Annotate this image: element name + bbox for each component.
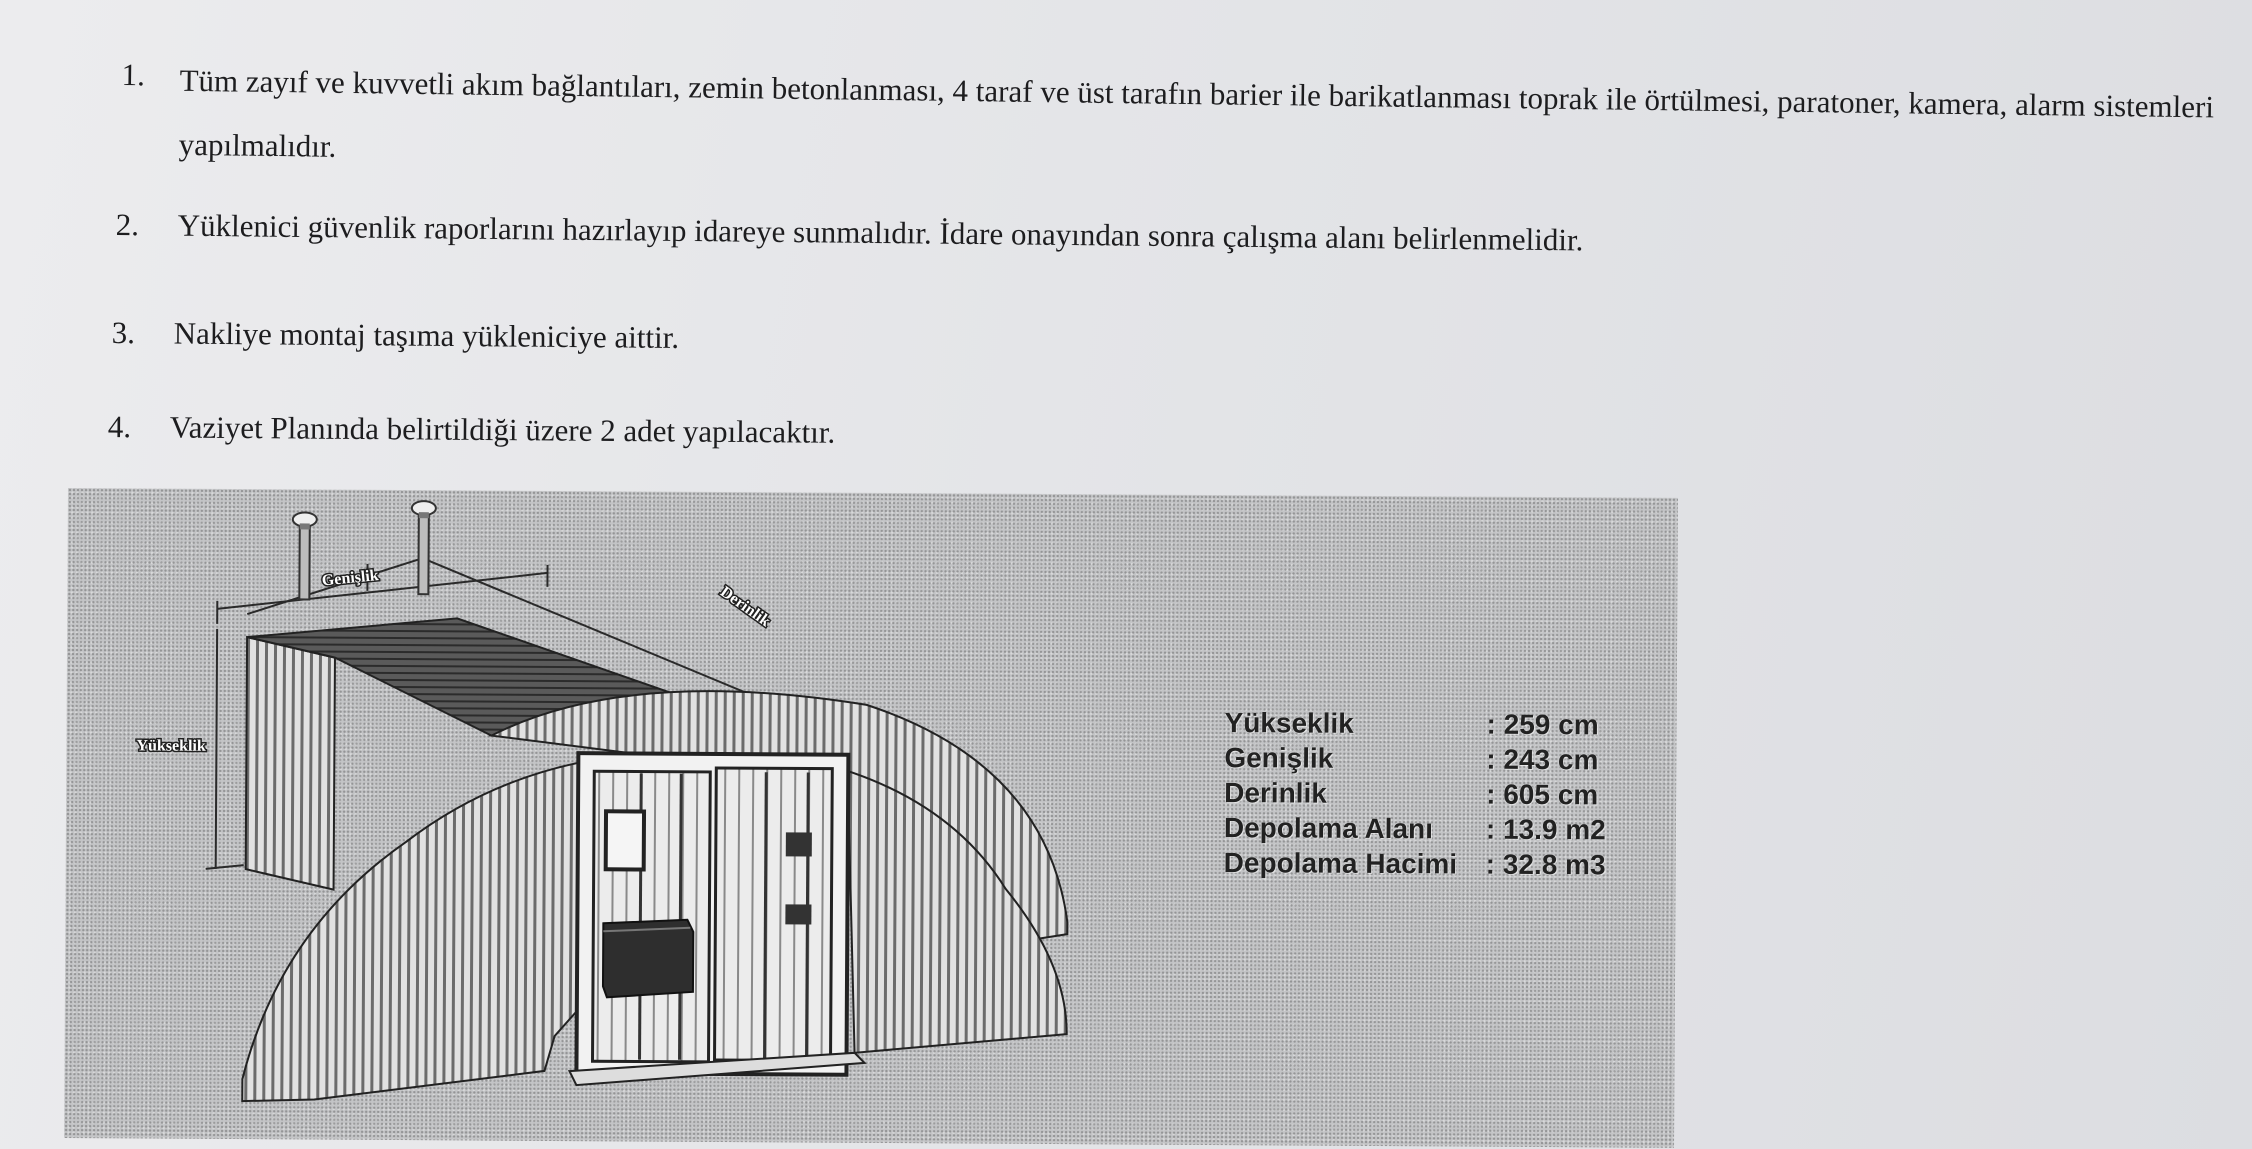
spec-label: Depolama Alanı bbox=[1223, 812, 1434, 845]
width-label: Genişlik bbox=[321, 567, 380, 590]
height-label: Yükseklik bbox=[136, 737, 206, 755]
spec-label: Genişlik bbox=[1224, 742, 1334, 774]
list-item-number: 1. bbox=[121, 56, 146, 93]
spec-value: : 32.8 m3 bbox=[1485, 848, 1606, 881]
door-label-plate bbox=[786, 832, 812, 856]
list-item-number: 2. bbox=[115, 206, 140, 243]
container-side-wall bbox=[246, 637, 336, 890]
door-panel bbox=[606, 811, 644, 869]
specifications-table bbox=[1223, 705, 1606, 881]
list-item-text: Tüm zayıf ve kuvvetli akım bağlantıları, zemin betonlanması, 4 taraf ve üst tarafın barier ile barikatlanması toprak ile örtülmesi, paratoner, kamera, alarm sistemleri yapılmalıdır. bbox=[178, 62, 2215, 164]
container-door-right bbox=[715, 768, 833, 1061]
spec-label: Depolama Hacimi bbox=[1223, 847, 1458, 880]
container-bunker-figure bbox=[64, 488, 1678, 1148]
list-item-text: Yüklenici güvenlik raporlarını hazırlayıp idareye sunmalıdır. İdare onayından sonra çalışma alanı belirlenmelidir. bbox=[177, 207, 1584, 258]
spec-label: Yükseklik bbox=[1224, 707, 1354, 739]
spec-value: : 605 cm bbox=[1486, 778, 1599, 811]
door-label-plate bbox=[785, 904, 811, 924]
depth-label: Derinlik bbox=[717, 583, 774, 631]
list-item-number: 4. bbox=[107, 408, 132, 445]
list-item-text: Nakliye montaj taşıma yükleniciye aittir. bbox=[173, 315, 680, 355]
list-item-text: Vaziyet Planında belirtildiği üzere 2 adet yapılacaktır. bbox=[169, 409, 836, 450]
spec-value: : 259 cm bbox=[1486, 708, 1599, 741]
list-item-number: 3. bbox=[111, 314, 136, 351]
container-illustration bbox=[64, 488, 1678, 1148]
spec-value: : 243 cm bbox=[1486, 743, 1599, 776]
spec-value: : 13.9 m2 bbox=[1485, 813, 1606, 846]
spec-label: Derinlik bbox=[1224, 777, 1327, 809]
